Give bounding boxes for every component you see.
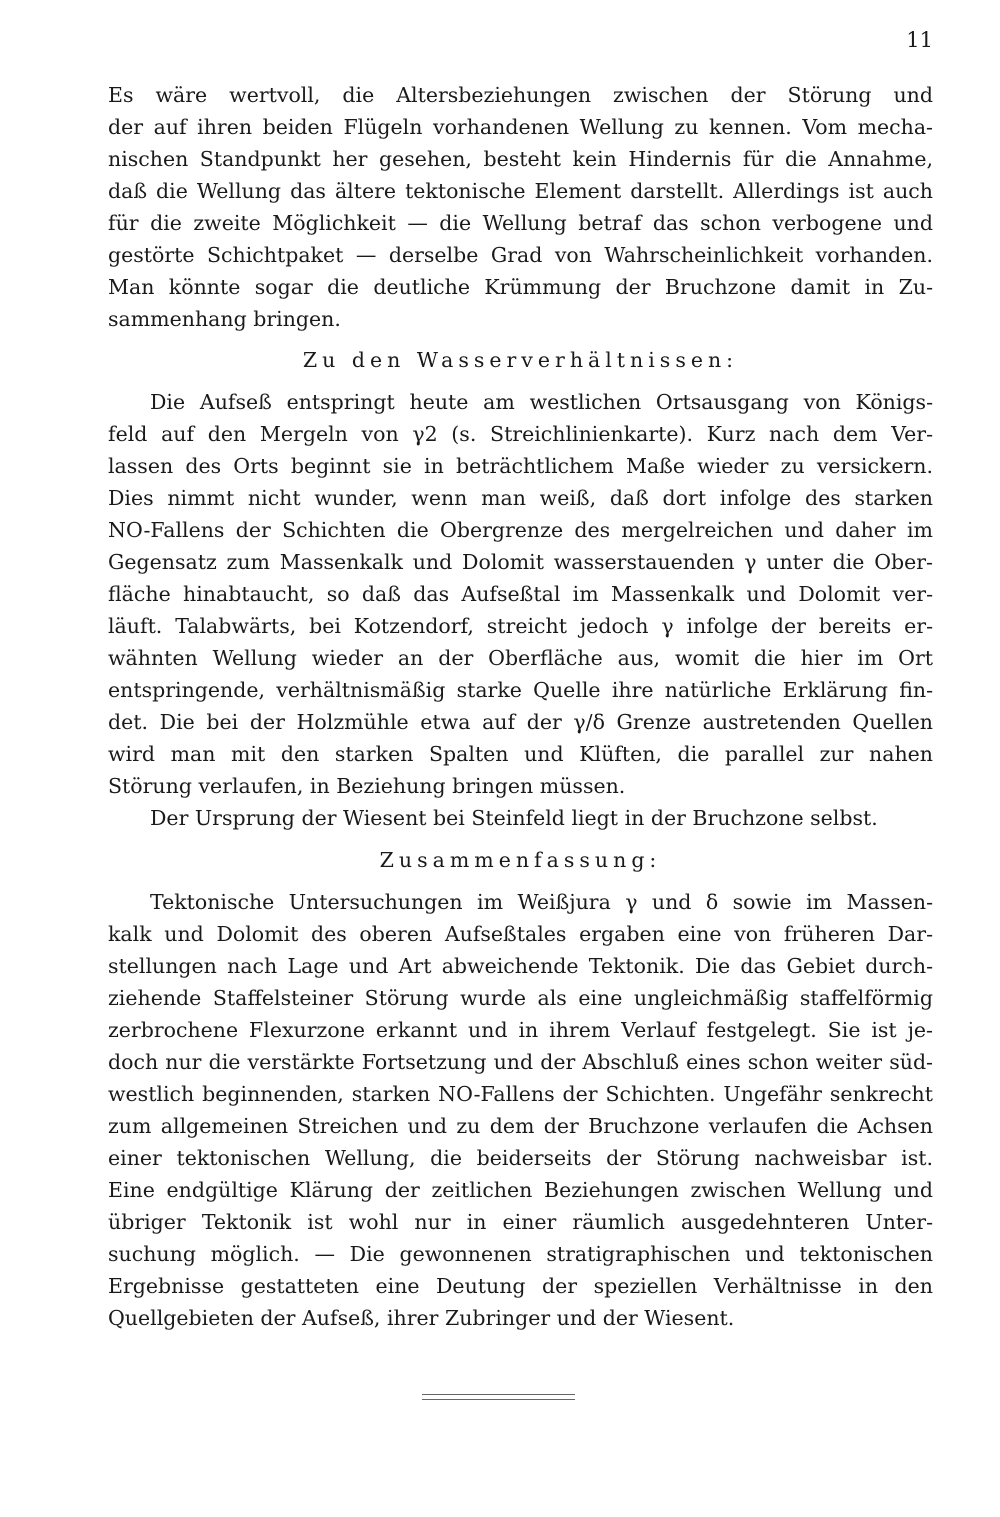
paragraph-line: übriger Tektonik ist wohl nur in einer räumlich ausgedehnteren Unter- [108,1210,933,1234]
paragraph-line: fläche hinabtaucht, so daß das Aufseßtal im Massenkalk und Dolomit ver- [108,582,933,606]
paragraph-line: wähnten Wellung wieder an der Oberfläche aus, womit die hier im Ort [108,646,933,670]
paragraph-line: Die Aufseß entspringt heute am westlichen Ortsausgang von Königs- [150,390,933,414]
paragraph-line: Tektonische Untersuchungen im Weißjura γ und δ sowie im Massen- [150,890,933,914]
paragraph-line: Der Ursprung der Wiesent bei Steinfeld liegt in der Bruchzone selbst. [150,806,878,830]
paragraph-line: daß die Wellung das ältere tektonische Element darstellt. Allerdings ist auch [108,179,933,203]
section-heading-summary: Zusammenfassung: [379,848,662,872]
paragraph-line: NO-Fallens der Schichten die Obergrenze des mergelreichen und daher im [108,518,933,542]
paragraph-line: gestörte Schichtpaket — derselbe Grad von Wahrscheinlichkeit vorhanden. [108,243,933,267]
paragraph-line: der auf ihren beiden Flügeln vorhandenen Wellung zu kennen. Vom mecha- [108,115,933,139]
paragraph-line: Quellgebieten der Aufseß, ihrer Zubringer und der Wiesent. [108,1306,735,1330]
paragraph-line: nischen Standpunkt her gesehen, besteht kein Hindernis für die Annahme, [108,147,933,171]
paragraph-line: Störung verlaufen, in Beziehung bringen müssen. [108,774,626,798]
paragraph-line: läuft. Talabwärts, bei Kotzendorf, streicht jedoch γ infolge der bereits er- [108,614,933,638]
end-rule-bottom [422,1399,575,1400]
paragraph-line: entspringende, verhältnismäßig starke Quelle ihre natürliche Erklärung fin- [108,678,933,702]
paragraph-line: zerbrochene Flexurzone erkannt und in ihrem Verlauf festgelegt. Sie ist je- [108,1018,933,1042]
paragraph-line: doch nur die verstärkte Fortsetzung und der Abschluß eines schon weiter süd- [108,1050,933,1074]
paragraph-line: sammenhang bringen. [108,307,341,331]
paragraph-line: lassen des Orts beginnt sie in beträchtlichem Maße wieder zu versickern. [108,454,933,478]
paragraph-line: zum allgemeinen Streichen und zu dem der Bruchzone verlaufen die Achsen [108,1114,933,1138]
paragraph-line: det. Die bei der Holzmühle etwa auf der γ/δ Grenze austretenden Quellen [108,710,933,734]
paragraph-line: Eine endgültige Klärung der zeitlichen Beziehungen zwischen Wellung und [108,1178,933,1202]
paragraph-line: kalk und Dolomit des oberen Aufseßtales ergaben eine von früheren Dar- [108,922,933,946]
paragraph-line: Dies nimmt nicht wunder, wenn man weiß, daß dort infolge des starken [108,486,933,510]
paragraph-line: ziehende Staffelsteiner Störung wurde als eine ungleichmäßig staffelförmig [108,986,933,1010]
paragraph-line: suchung möglich. — Die gewonnenen stratigraphischen und tektonischen [108,1242,933,1266]
paragraph-line: einer tektonischen Wellung, die beiderseits der Störung nachweisbar ist. [108,1146,933,1170]
paragraph-line: Es wäre wertvoll, die Altersbeziehungen zwischen der Störung und [108,83,933,107]
paragraph-line: für die zweite Möglichkeit — die Wellung betraf das schon verbogene und [108,211,933,235]
paragraph-line: stellungen nach Lage und Art abweichende Tektonik. Die das Gebiet durch- [108,954,933,978]
paragraph-line: Ergebnisse gestatteten eine Deutung der speziellen Verhältnisse in den [108,1274,933,1298]
end-rule-top [422,1394,575,1395]
paragraph-line: feld auf den Mergeln von γ2 (s. Streichlinienkarte). Kurz nach dem Ver- [108,422,933,446]
paragraph-line: Man könnte sogar die deutliche Krümmung der Bruchzone damit in Zu- [108,275,933,299]
section-heading-water: Zu den Wasserverhältnissen: [302,348,739,372]
page-number: 11 [906,28,933,52]
paragraph-line: wird man mit den starken Spalten und Klüften, die parallel zur nahen [108,742,933,766]
paragraph-line: Gegensatz zum Massenkalk und Dolomit wasserstauenden γ unter die Ober- [108,550,933,574]
paragraph-line: westlich beginnenden, starken NO-Fallens der Schichten. Ungefähr senkrecht [108,1082,933,1106]
